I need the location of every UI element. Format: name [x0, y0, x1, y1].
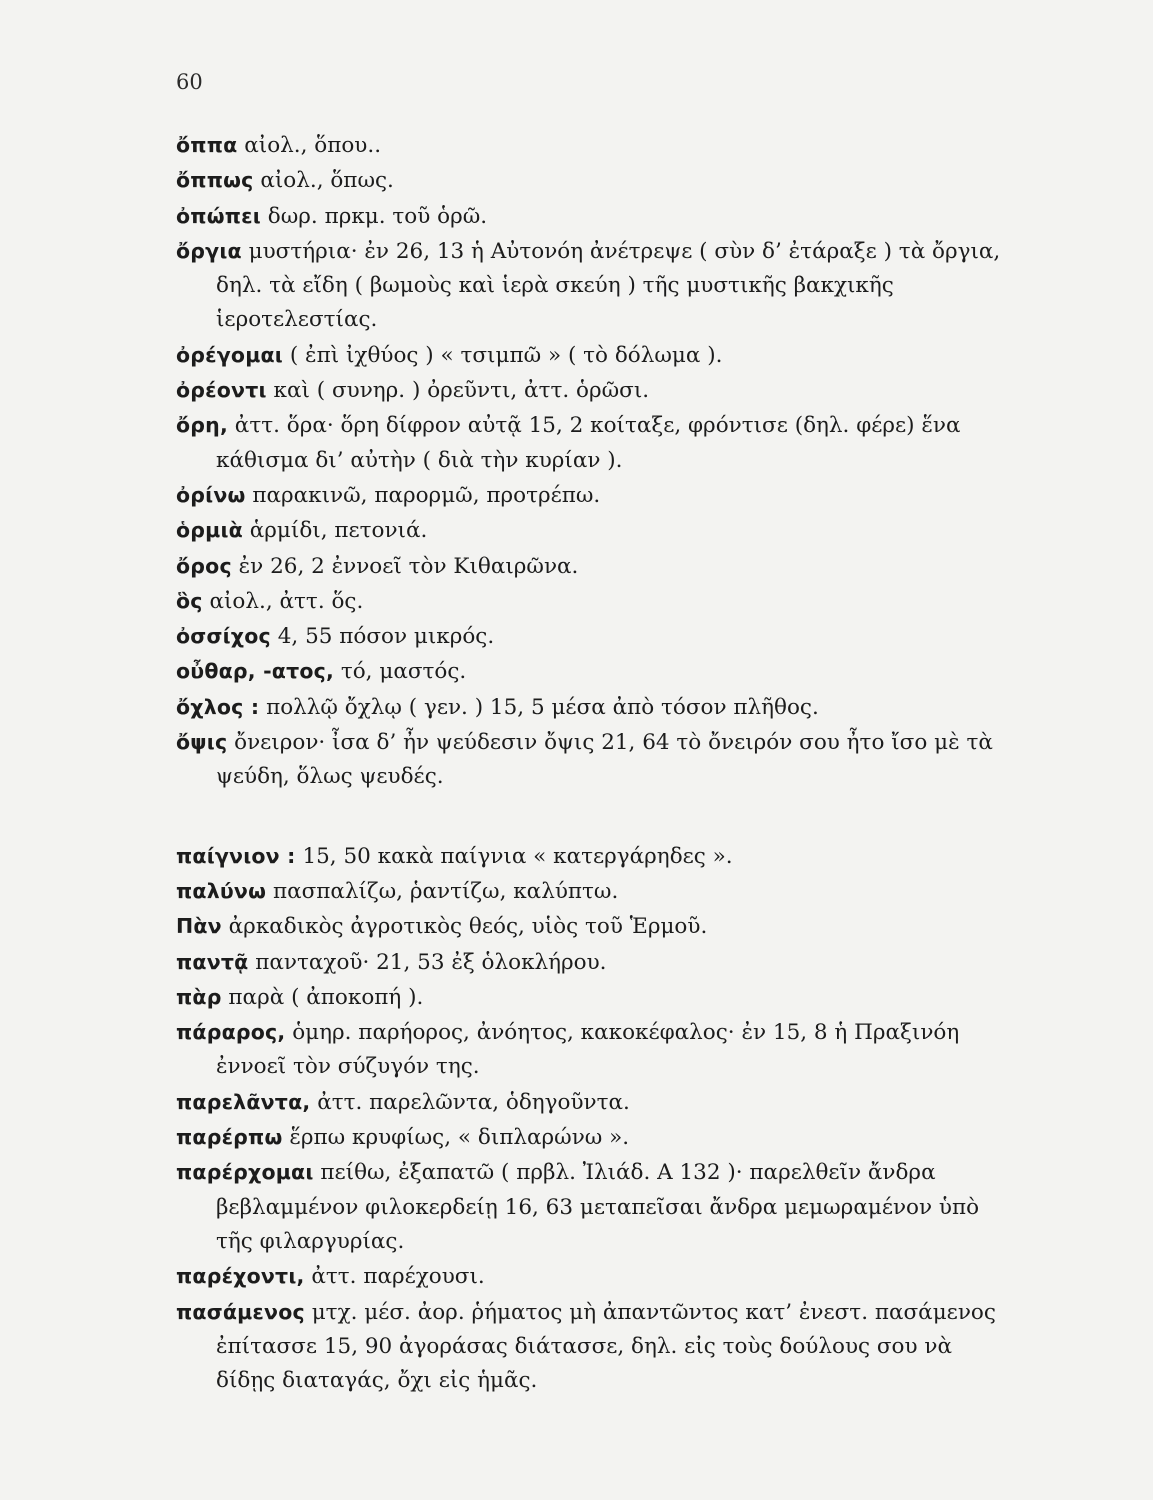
- definition: ἀττ. ὅρα· ὅρη δίφρον αὐτᾷ 15, 2 κοίταξε, φρόντισε (δηλ. φέρε) ἕνα κάθισμα δι’ αὐτὴν ( διὰ τὴν κυρίαν ).: [216, 413, 961, 473]
- headword: ὀρέγομαι: [176, 342, 283, 367]
- headword: ὀρίνω: [176, 482, 246, 507]
- definition: αἰολ., ὅπου..: [244, 133, 382, 158]
- definition: καὶ ( συνηρ. ) ὀρεῦντι, ἀττ. ὁρῶσι.: [273, 378, 650, 404]
- entry-orino: [176, 478, 1016, 513]
- entry-pasamenos: [176, 1295, 1016, 1399]
- entry-pararos: [176, 1015, 1016, 1085]
- entry-parechonti: [176, 1259, 1016, 1294]
- headword: ὄψις: [176, 730, 228, 755]
- entry-oreonti: [176, 373, 1016, 408]
- entry-paignion: [176, 839, 1016, 874]
- headword: ὀπώπει: [176, 203, 261, 228]
- entry-ossichos: [176, 619, 1016, 654]
- headword: ὁρμιὰ: [176, 518, 243, 543]
- definition: ὄνειρον· ἶσα δ’ ἦν ψεύδεσιν ὄψις 21, 64 τὸ ὄνειρόν σου ἦτο ἴσο μὲ τὰ ψεύδη, ὅλως ψευδές.: [216, 730, 993, 790]
- entry-opopei: [176, 199, 1016, 234]
- entry-parerchomai: [176, 1155, 1016, 1259]
- headword: ὄρη,: [176, 413, 228, 438]
- headword: ὀρέοντι: [176, 378, 267, 403]
- definition: ἁρμίδι, πετονιά.: [249, 518, 428, 544]
- entry-ormia: [176, 513, 1016, 548]
- entry-parerpo: [176, 1120, 1016, 1155]
- headword: ὄππως: [176, 168, 254, 193]
- headword: παντᾷ: [176, 949, 249, 974]
- definition: πασπαλίζω, ῥαντίζω, καλύπτω.: [272, 878, 619, 904]
- definition: δωρ. πρκμ. τοῦ ὁρῶ.: [267, 203, 488, 229]
- headword: παρέρχομαι: [176, 1160, 314, 1185]
- headword: παλύνω: [176, 878, 267, 903]
- headword: πασάμενος: [176, 1299, 305, 1324]
- definition: μυστήρια· ἐν 26, 13 ἡ Αὐτονόη ἀνέτρεψε ( σὺν δ’ ἐτάραξε ) τὰ ὄργια, δηλ. τὰ εἴδη ( βωμοὺς καὶ ἱερὰ σκεύη ) τῆς μυστικῆς βακχικῆς ἱεροτελεστίας.: [216, 238, 1001, 333]
- entry-pan: [176, 909, 1016, 944]
- definition: μτχ. μέσ. ἀορ. ῥήματος μὴ ἀπαντῶντος κατ’ ἐνεστ. πασάμενος ἐπίτασσε 15, 90 ἀγοράσας διάτασσε, δηλ. εἰς τοὺς δούλους σου νὰ δίδῃς διαταγάς, ὄχι εἰς ἡμᾶς.: [216, 1299, 996, 1394]
- definition: παρὰ ( ἀποκοπή ).: [228, 984, 424, 1010]
- entries-list: [176, 128, 1016, 1398]
- entry-orgia: [176, 234, 1016, 338]
- headword: πάραρος,: [176, 1020, 286, 1045]
- entry-os: [176, 584, 1016, 619]
- definition: 15, 50 κακὰ παίγνια « κατεργάρηδες ».: [302, 843, 733, 869]
- definition: ἀρκαδικὸς ἀγροτικὸς θεός, υἱὸς τοῦ Ἑρμοῦ.: [228, 914, 708, 940]
- definition: ( ἐπὶ ἰχθύος ) « τσιμπῶ » ( τὸ δόλωμα ).: [289, 342, 723, 368]
- headword: ὀσσίχος: [176, 624, 271, 649]
- headword: παρελᾶντα,: [176, 1089, 311, 1114]
- entry-oppa: [176, 128, 1016, 163]
- entry-palyno: [176, 874, 1016, 909]
- entry-oppos: [176, 163, 1016, 198]
- definition: ἀττ. παρέχουσι.: [311, 1264, 485, 1290]
- entry-oregomai: [176, 338, 1016, 373]
- headword: παίγνιον :: [176, 843, 296, 868]
- page-number: 60: [176, 70, 203, 94]
- headword: Πὰν: [176, 914, 222, 939]
- definition: παρακινῶ, παρορμῶ, προτρέπω.: [252, 482, 601, 508]
- headword: πὰρ: [176, 984, 222, 1009]
- headword: ὄρος: [176, 553, 232, 578]
- entry-ochlos: [176, 690, 1016, 725]
- definition: ἐν 26, 2 ἐννοεῖ τὸν Κιθαιρῶνα.: [238, 553, 579, 579]
- headword: ὃς: [176, 588, 203, 613]
- definition: ἀττ. παρελῶντα, ὁδηγοῦντα.: [317, 1089, 630, 1115]
- headword: ὄργια: [176, 238, 242, 263]
- entry-panta: [176, 945, 1016, 980]
- entry-ore: [176, 408, 1016, 478]
- definition: πανταχοῦ· 21, 53 ἐξ ὁλοκλήρου.: [255, 949, 607, 975]
- headword: ὄππα: [176, 133, 238, 157]
- headword: ὄχλος :: [176, 694, 260, 719]
- definition: ἕρπω κρυφίως, « διπλαρώνω ».: [289, 1125, 630, 1151]
- entry-par: [176, 980, 1016, 1015]
- headword: οὖθαρ, -ατος,: [176, 659, 334, 684]
- headword: παρέχοντι,: [176, 1264, 305, 1289]
- section-gap: [176, 795, 1016, 839]
- definition: πείθω, ἐξαπατῶ ( πρβλ. Ἰλιάδ. Α 132 )· παρελθεῖν ἄνδρα βεβλαμμένον φιλοκερδείῃ 16, 63 μεταπεῖσαι ἄνδρα μεμωραμένον ὑπὸ τῆς φιλαργυρίας.: [216, 1160, 980, 1254]
- definition: 4, 55 πόσον μικρός.: [277, 624, 495, 650]
- entry-outhar: [176, 654, 1016, 689]
- entry-opsis: [176, 725, 1016, 795]
- entry-oros: [176, 549, 1016, 584]
- definition: αἰολ., ὅπως.: [260, 168, 394, 194]
- entry-parelanta: [176, 1085, 1016, 1120]
- definition: πολλῷ ὄχλῳ ( γεν. ) 15, 5 μέσα ἀπὸ τόσον πλῆθος.: [266, 694, 819, 720]
- definition: τό, μαστός.: [340, 659, 467, 685]
- headword: παρέρπω: [176, 1125, 283, 1150]
- definition: ὁμηρ. παρήορος, ἀνόητος, κακοκέφαλος· ἐν 15, 8 ἡ Πραξινόη ἐννοεῖ τὸν σύζυγόν της.: [216, 1020, 960, 1080]
- definition: αἰολ., ἀττ. ὅς.: [209, 588, 364, 614]
